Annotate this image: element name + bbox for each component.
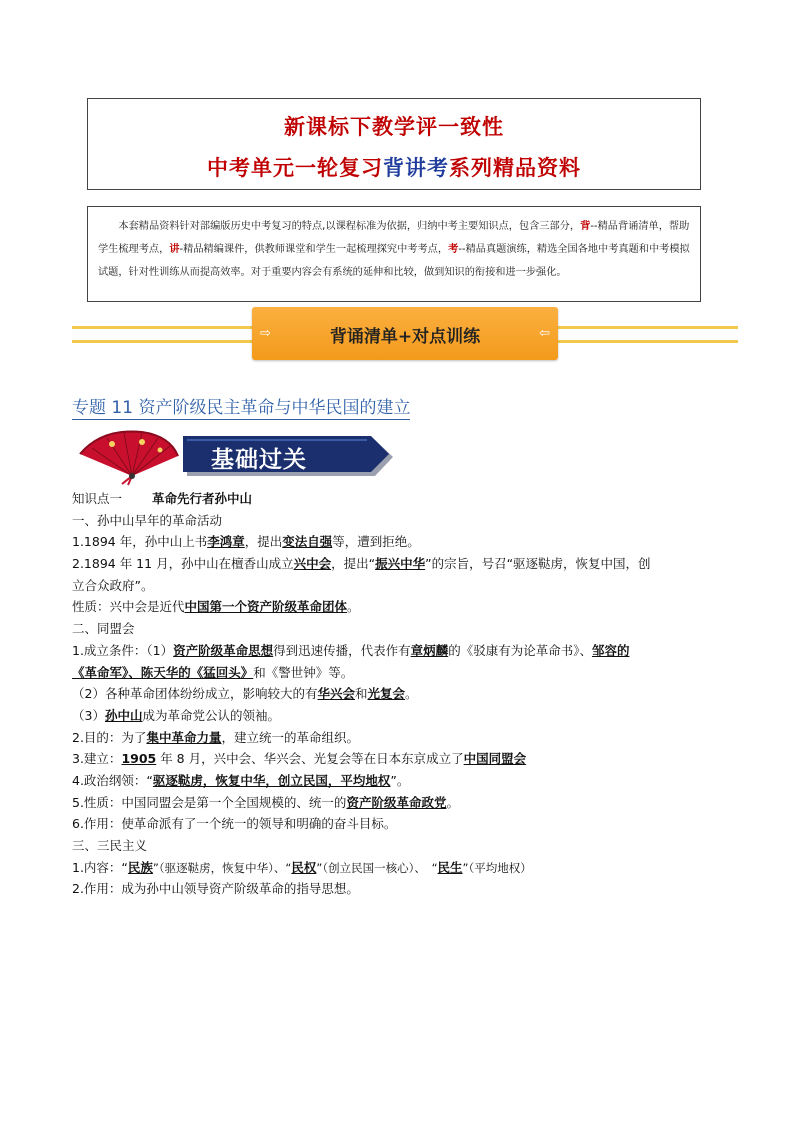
title-line-1: 新课标下教学评一致性 [284, 114, 504, 139]
title-line-2 [88, 152, 700, 182]
title-line-2-c: 系列精品资料 [449, 155, 581, 180]
topic-title: 专题 11 资产阶级民主革命与中华民国的建立 [72, 393, 410, 420]
heading-2: 二、同盟会 [72, 621, 135, 637]
intro-text-4: --精品真题演练，精选全国各地中考真题和中考模拟试题，针对性训练从而提高效率。对于重要内容会有系统的延伸和比较，做到知识的衔接和进一步强化。 [98, 244, 690, 278]
title-line-2-a: 中考单元一轮复习 [207, 155, 383, 180]
line-9: 3.建立：1905 年 8 月，兴中会、华兴会、光复会等在日本东京成立了中国同盟会 [72, 751, 527, 767]
intro-box [87, 206, 701, 302]
heading-3: 三、三民主义 [72, 838, 148, 853]
section-label: 基础过关 [211, 446, 307, 473]
line-5: 《革命军》、陈天华的《猛回头》和《警世钟》等。 [72, 664, 354, 680]
line-12: 6.作用：使革命派有了一个统一的领导和明确的奋斗目标。 [72, 816, 397, 832]
intro-text-3: -精品精编课件，供教师课堂和学生一起梳理探究中考考点， [179, 244, 449, 255]
line-3: 性质：兴中会是近代中国第一个资产阶级革命团体。 [72, 599, 360, 615]
title-box [87, 98, 701, 190]
banner-label: 背诵清单+对点训练 [329, 327, 481, 347]
banner-arrow-left-icon: ⇨ [260, 326, 271, 341]
section-banner [183, 436, 395, 478]
kp-title: 革命先行者孙中山 [152, 491, 253, 506]
heading-1: 一、孙中山早年的革命活动 [72, 512, 223, 528]
line-2-cont: 立合众政府”。 [72, 577, 154, 593]
intro-keyword-kao: 考 [448, 244, 459, 255]
banner-arrow-right-icon: ⇦ [539, 326, 550, 341]
title-line-2-b: 背讲考 [383, 155, 449, 180]
line-11: 5.性质：中国同盟会是第一个全国规模的、统一的资产阶级革命政党。 [72, 794, 459, 810]
fan-icon [72, 426, 182, 486]
knowledge-point-heading [72, 488, 732, 510]
kp-label: 知识点一 [72, 491, 123, 506]
banner [252, 307, 558, 360]
line-4: 1.成立条件：（1）资产阶级革命思想得到迅速传播，代表作有章炳麟的《驳康有为论革命书》、邹容的 [72, 642, 630, 658]
intro-keyword-bei: 背 [580, 221, 591, 232]
line-13: 1.内容：“民族”（驱逐鞑虏，恢复中华）、“民权”（创立民国一核心）、 “民生”（平均地权） [72, 859, 532, 875]
line-6: （2）各种革命团体纷纷成立，影响较大的有华兴会和光复会。 [72, 686, 418, 702]
intro-keyword-jiang: 讲 [169, 244, 180, 255]
intro-text-2: --精品背诵清单，帮助学生梳理考点， [98, 221, 690, 255]
line-14: 2.作用：成为孙中山领导资产阶级革命的指导思想。 [72, 881, 359, 897]
line-8: 2.目的：为了集中革命力量，建立统一的革命组织。 [72, 729, 359, 745]
intro-text-1: 本套精品资料针对部编版历史中考复习的特点,以课程标准为依据，归纳中考主要知识点，包含三部分， [118, 221, 581, 232]
line-10: 4.政治纲领：“驱逐鞑虏，恢复中华，创立民国，平均地权”。 [72, 772, 410, 788]
line-7: （3）孙中山成为革命党公认的领袖。 [72, 707, 280, 723]
line-1: 1.1894 年，孙中山上书李鸿章，提出变法自强等，遭到拒绝。 [72, 534, 420, 550]
line-2: 2.1894 年 11 月，孙中山在檀香山成立兴中会，提出“振兴中华”的宗旨，号召“驱逐鞑虏，恢复中国，创 [72, 556, 651, 572]
content [72, 488, 732, 900]
